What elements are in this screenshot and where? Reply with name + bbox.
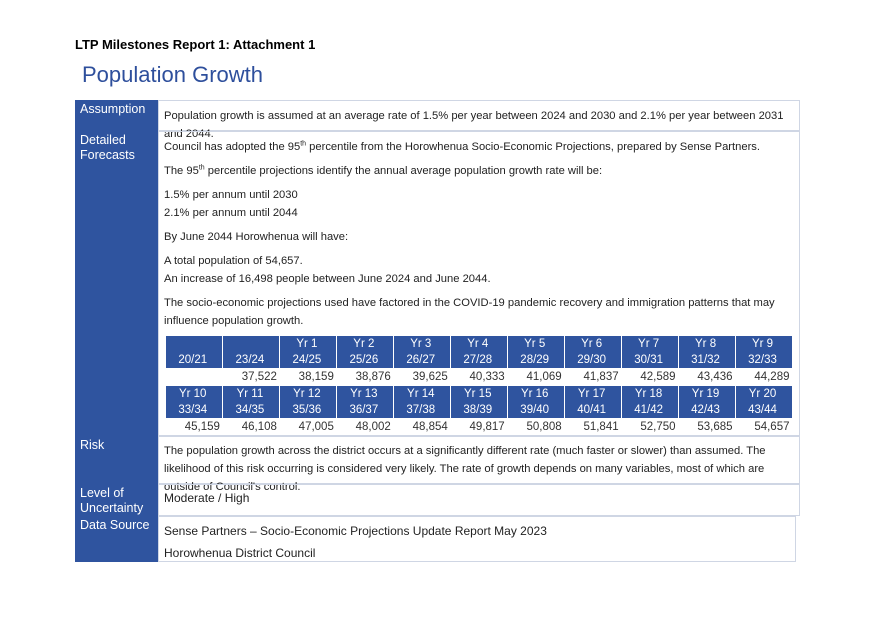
period-cell: 28/29	[508, 352, 565, 368]
value-cell: 53,685	[697, 421, 733, 433]
year-cell: Yr 14	[394, 386, 451, 402]
forecast-p3-line1: 1.5% per annum until 2030	[164, 189, 298, 201]
period-cell: 34/35	[223, 402, 280, 418]
period-cell: 43/44	[736, 402, 793, 418]
period-cell: 23/24	[223, 352, 280, 368]
forecast-para-2	[164, 162, 794, 180]
year-cell: Yr 16	[508, 386, 565, 402]
period-cell: 29/30	[565, 352, 622, 368]
table-row-values-1	[166, 368, 793, 386]
forecasts-label-line1: Detailed	[80, 133, 126, 147]
uncertainty-label	[75, 484, 158, 516]
value-cell: 49,817	[469, 421, 505, 433]
value-cell: 52,750	[640, 421, 676, 433]
year-cell: Yr 10	[166, 386, 223, 402]
risk-text: The population growth across the district occurs at a significantly different rate (much faster or slower) than assumed. The likelihood of this risk occurring is considered very likely. The rate of growth depends on many variables, most of which are outside of Council's control.	[164, 445, 766, 493]
year-cell: Yr 18	[622, 386, 679, 402]
period-cell: 41/42	[622, 402, 679, 418]
year-cell	[166, 336, 223, 352]
forecast-para-6: The socio-economic projections used have factored in the COVID-19 pandemic recovery and immigration patterns that may influence population growth.	[164, 297, 775, 327]
period-cell: 42/43	[679, 402, 736, 418]
value-cell: 43,436	[697, 371, 733, 383]
forecast-p3-line2: 2.1% per annum until 2044	[164, 207, 298, 219]
assumption-label	[75, 100, 158, 131]
year-cell: Yr 1	[280, 336, 337, 352]
value-cell: 44,289	[754, 371, 790, 383]
table-row-periods-1	[166, 352, 793, 368]
period-cell: 31/32	[679, 352, 736, 368]
forecast-p1-sup: th	[300, 140, 307, 148]
report-header: LTP Milestones Report 1: Attachment 1	[75, 37, 316, 52]
value-cell: 51,841	[583, 421, 619, 433]
period-cell: 35/36	[280, 402, 337, 418]
uncertainty-text: Moderate / High	[164, 491, 250, 505]
table-row-years-2	[166, 386, 793, 402]
value-cell: 42,589	[640, 371, 676, 383]
forecast-para-3	[164, 186, 794, 222]
period-cell: 20/21	[166, 352, 223, 368]
population-table	[166, 336, 793, 436]
period-cell: 26/27	[394, 352, 451, 368]
table-row-values-2	[166, 418, 793, 436]
risk-cell	[158, 436, 800, 493]
risk-label-text: Risk	[80, 438, 105, 452]
forecast-p1-pre: Council has adopted the 95	[164, 141, 301, 153]
value-cell: 41,837	[583, 371, 619, 383]
forecasts-label-line2: Forecasts	[80, 148, 135, 162]
value-cell: 54,657	[754, 421, 790, 433]
value-cell: 38,876	[355, 371, 391, 383]
period-cell: 40/41	[565, 402, 622, 418]
period-cell: 24/25	[280, 352, 337, 368]
table-row-periods-2	[166, 402, 793, 418]
risk-label	[75, 436, 158, 484]
forecast-p2-sup: th	[198, 164, 205, 172]
table-row-years-1	[166, 336, 793, 352]
value-cell	[166, 368, 223, 386]
period-cell: 33/34	[166, 402, 223, 418]
year-cell: Yr 7	[622, 336, 679, 352]
year-cell: Yr 12	[280, 386, 337, 402]
value-cell: 37,522	[241, 371, 277, 383]
uncertainty-label-line2: Uncertainty	[80, 501, 144, 515]
period-cell: 37/38	[394, 402, 451, 418]
period-cell: 36/37	[337, 402, 394, 418]
value-cell: 50,808	[526, 421, 562, 433]
year-cell	[223, 336, 280, 352]
year-cell: Yr 2	[337, 336, 394, 352]
period-cell: 25/26	[337, 352, 394, 368]
period-cell: 30/31	[622, 352, 679, 368]
forecasts-label	[75, 131, 158, 436]
period-cell: 32/33	[736, 352, 793, 368]
forecast-para-5	[164, 252, 794, 288]
forecast-p2-pre: The 95	[164, 165, 199, 177]
forecast-para-4: By June 2044 Horowhenua will have:	[164, 231, 349, 243]
year-cell: Yr 6	[565, 336, 622, 352]
year-cell: Yr 9	[736, 336, 793, 352]
year-cell: Yr 5	[508, 336, 565, 352]
year-cell: Yr 20	[736, 386, 793, 402]
value-cell: 39,625	[412, 371, 448, 383]
value-cell: 48,854	[412, 421, 448, 433]
value-cell: 38,159	[298, 371, 334, 383]
forecast-p1-post: percentile from the Horowhenua Socio-Economic Projections, prepared by Sense Partners.	[306, 141, 761, 153]
source-label	[75, 516, 158, 562]
value-cell: 40,333	[469, 371, 505, 383]
year-cell: Yr 17	[565, 386, 622, 402]
year-cell: Yr 11	[223, 386, 280, 402]
period-cell: 38/39	[451, 402, 508, 418]
year-cell: Yr 4	[451, 336, 508, 352]
uncertainty-cell	[158, 484, 800, 516]
year-cell: Yr 3	[394, 336, 451, 352]
year-cell: Yr 19	[679, 386, 736, 402]
year-cell: Yr 8	[679, 336, 736, 352]
forecast-p5-line2: An increase of 16,498 people between June 2024 and June 2044.	[164, 273, 491, 285]
forecast-para-1	[164, 138, 794, 156]
period-cell: 39/40	[508, 402, 565, 418]
value-cell: 46,108	[241, 421, 277, 433]
page-title: Population Growth	[82, 62, 263, 87]
forecast-p5-line1: A total population of 54,657.	[164, 255, 303, 267]
assumption-cell	[158, 100, 800, 140]
assumption-label-text: Assumption	[80, 102, 146, 116]
value-cell: 48,002	[355, 421, 391, 433]
uncertainty-label-line1: Level of	[80, 486, 124, 500]
forecast-p2-post: percentile projections identify the annual average population growth rate will be:	[204, 165, 603, 177]
value-cell: 45,159	[184, 421, 220, 433]
period-cell: 27/28	[451, 352, 508, 368]
year-cell: Yr 13	[337, 386, 394, 402]
value-cell: 41,069	[526, 371, 562, 383]
source-cell	[158, 516, 796, 562]
assumption-text: Population growth is assumed at an average rate of 1.5% per year between 2024 and 2030 and 2.1% per year between 2031 and 2044.	[164, 110, 784, 140]
source-label-text: Data Source	[80, 518, 150, 532]
year-cell: Yr 15	[451, 386, 508, 402]
source-line1: Sense Partners – Socio-Economic Projections Update Report May 2023	[164, 524, 547, 538]
source-line2: Horowhenua District Council	[164, 546, 316, 560]
value-cell: 47,005	[298, 421, 334, 433]
